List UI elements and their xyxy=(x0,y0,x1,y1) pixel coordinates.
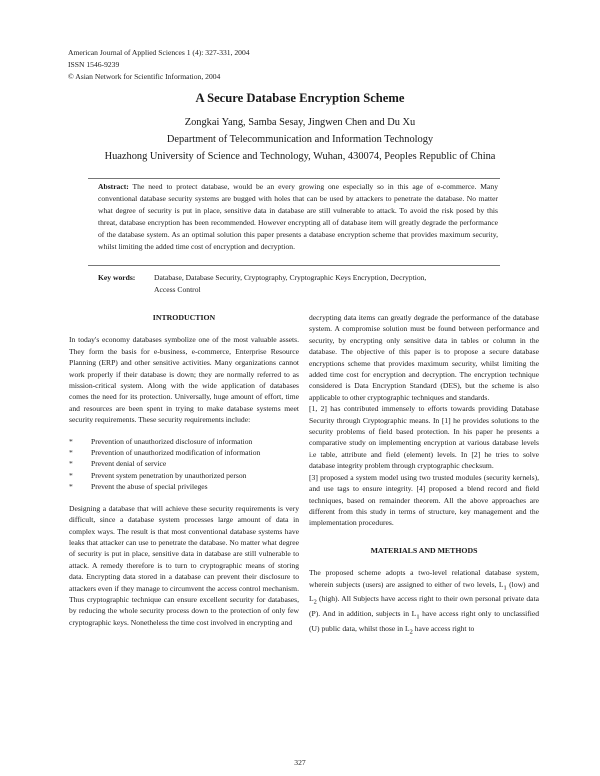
abstract-text: The need to protect database, would be an every growing one especially so in this age of e-commerce. Many conventional database security systems are bugged with holes that can be used by attackers to penetrate the database. No matter what degree of security is put in place, sensitive data in database are still vulnerable to attack. To avoid the risk posed by this threat, database encryption has been recommended. However encrypting all of database item will greatly degrade the performance of the database system. As an optimal solution this paper presents a database encryption scheme that provides maximum security, whilst limiting the added time cost of encryption and decryption. xyxy=(98,182,498,251)
intro-paragraph-1: In today's economy databases symbolize one of the most valuable assets. They form the basis for e-business, e-commerce, Enterprise Resource Planning (ERP) and other sensitive activities. Many organizations cannot work properly if their database is down; they are normally referred to as mission-critical system. Along with the wide application of databases comes the need for its protection. Universally, huge amount of effort, time and resources are been spent in trying to make database systems meet security requirements. These security requirements include: xyxy=(69,335,299,425)
left-column xyxy=(69,312,299,628)
bullet-marker: * xyxy=(69,448,73,458)
list-item: * Prevent system penetration by unauthorized person xyxy=(69,470,247,480)
methods-heading: MATERIALS AND METHODS xyxy=(370,545,478,555)
list-item: * Prevent denial of service xyxy=(69,459,167,469)
methods-paragraph-1: The proposed scheme adopts a two-level relational database system, wherein subjects (users) are assigned to either of two levels, $L_1$ (low) and $L_2$ (high). All Subjects have access right to their own personal private data (P). And in addition, subjects in $L_1$ have access right only to unclassified (U) public data, whilst those in $L_2$ have access right to xyxy=(309,568,539,636)
list-item: * Prevention of unauthorized disclosure of information xyxy=(69,436,253,446)
intro-paragraph-2: Designing a database that will achieve these security requirements is very difficult, since a database system processes large amount of data in complex ways. The result is that most conventional database systems have leaks that attacker can use to penetrate the database. No matter what degree of security is put in place, sensitive data in database are still vulnerable to attack. A remedy therefore is to turn to cryptographic means of storing data. Encrypting data stored in a database can prevent their disclosure to attackers even if they manage to circumvent the access control mechanism. Thus cryptographic technique can ensure excellent security for databases, by reducing the whole security process down to the protection of only few cryptographic keys. Nonetheless the time cost involved in encrypting and xyxy=(69,503,299,627)
introduction-heading: INTRODUCTION xyxy=(152,313,216,322)
keywords xyxy=(98,272,508,295)
abstract xyxy=(98,181,498,253)
bullet-marker: * xyxy=(69,436,73,446)
intro-paragraph-4: [1, 2] has contributed immensely to efforts towards providing Database Security through Cryptographic means. In [1] he provides solutions to the security problems of field based protection. In his paper he presents a comparative study on implementing encryption at various database levels i.e table, attribute and field (element) levels. In [2] he tries to solve database integrity problem through cryptographic checksum. xyxy=(309,404,539,471)
list-item: * Prevention of unauthorized modification of information xyxy=(69,448,261,458)
authors: Zongkai Yang, Samba Sesay, Jingwen Chen and Du Xu xyxy=(184,117,416,128)
bullet-marker: * xyxy=(69,470,73,480)
affiliation-department: Department of Telecommunication and Information Technology xyxy=(166,134,434,145)
keywords-line1: Database, Database Security, Cryptography, Cryptographic Keys Encryption, Decryption, xyxy=(154,273,427,282)
right-column xyxy=(309,312,539,638)
security-requirements-list xyxy=(69,436,299,493)
bullet-marker: * xyxy=(69,482,73,492)
journal-copyright: © Asian Network for Scientific Information, 2004 xyxy=(68,72,221,81)
bullet-marker: * xyxy=(69,459,73,469)
page-number: 327 xyxy=(294,758,306,767)
abstract-label: Abstract: xyxy=(98,182,129,191)
keywords-line2: Access Control xyxy=(154,284,201,294)
paper-title: A Secure Database Encryption Scheme xyxy=(195,91,405,105)
author-block xyxy=(0,114,600,165)
affiliation-university: Huazhong University of Science and Technology, Wuhan, 430074, Peoples Republic of China xyxy=(104,151,496,162)
journal-issn: ISSN 1546-9239 xyxy=(68,60,120,69)
intro-paragraph-3: decrypting data items can greatly degrade the performance of the database system. A compromise solution must be found between performance and security, by encrypting only sensitive data in tables or column in the database. The objective of this paper is to propose a secure database encryptions scheme that provides maximum security, whilst limiting the added time cost for encryption and decryption. The encryption technique considered is Data Encryption Standard (DES), but the scheme is also applicable to other cryptographic techniques and standards. xyxy=(309,313,539,402)
list-item: * Prevent the abuse of special privileges xyxy=(69,482,208,492)
journal-citation: American Journal of Applied Sciences 1 (4): 327-331, 2004 xyxy=(68,48,250,57)
intro-paragraph-5: [3] proposed a system model using two trusted modules (security kernels), and use tags to ensure integrity. [4] proposed a blend record and field techniques, based on remainder theorem. All the above approaches are different from this study in terms of structure, key management and the implementation procedures. xyxy=(309,472,539,528)
journal-header xyxy=(68,47,250,83)
keywords-label: Key words: xyxy=(98,273,136,282)
